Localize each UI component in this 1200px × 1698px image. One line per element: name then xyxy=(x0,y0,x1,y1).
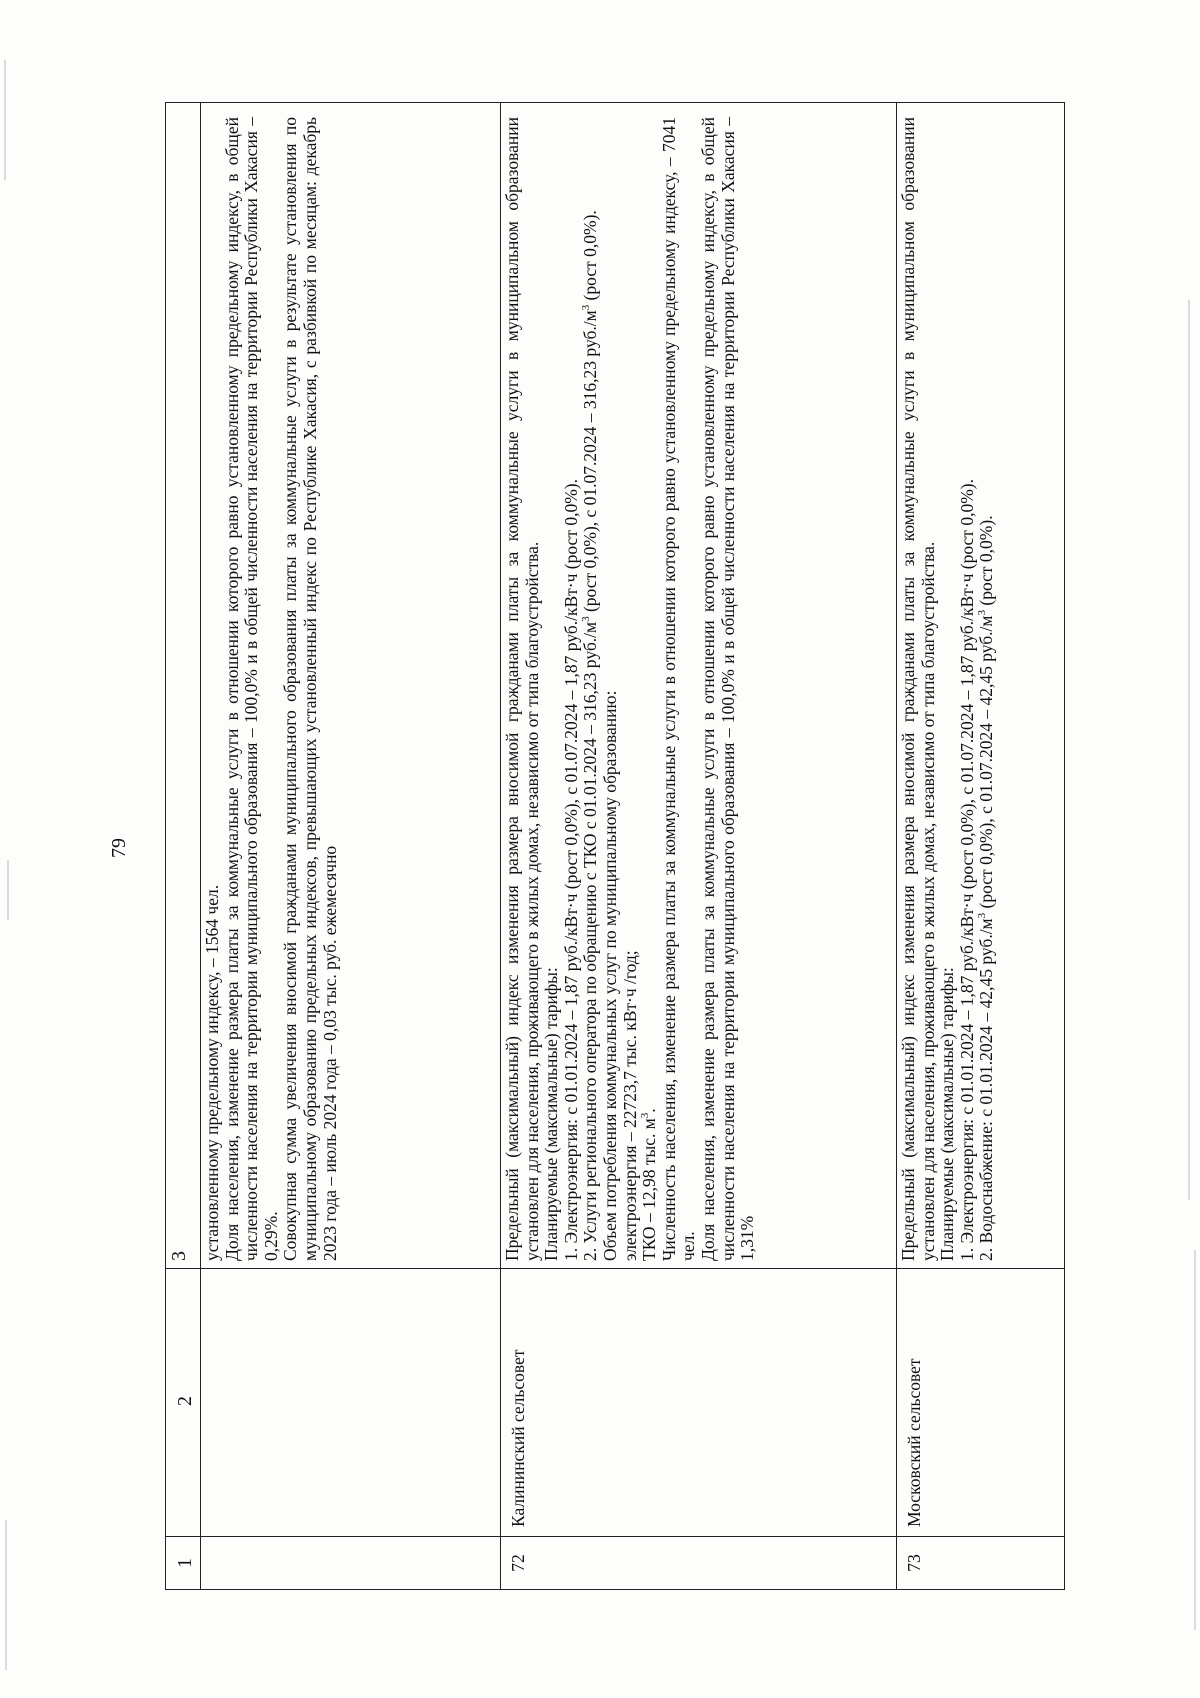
description-line: электроэнергия – 22723,7 тыс. кВт·ч /год; xyxy=(619,950,640,1261)
description-line: ТКО – 12,98 тыс. $м^3$. xyxy=(639,1108,660,1261)
description-line: Планируемые (максимальные) тарифы: xyxy=(937,967,958,1261)
column-header-municipality: 2 xyxy=(166,1269,201,1537)
table-header-row xyxy=(166,103,201,1590)
description-line: Численность населения, изменение размера платы за коммунальные услуги в отношении которого равно установленному предельному индексу, – 7041 чел. xyxy=(658,117,699,1261)
table-row xyxy=(897,103,1065,1590)
description-cell xyxy=(897,103,1065,1269)
description-line: 1. Электроэнергия: с 01.01.2024 – 1,87 руб./кВт·ч (рост 0,0%), с 01.07.2024 – 1,87 руб./кВт·ч (рост 0,0%). xyxy=(560,479,581,1261)
description-line: Объем потребления коммунальных услуг по муниципальному образованию: xyxy=(599,690,620,1261)
row-number: 72 xyxy=(501,1537,897,1590)
municipality-name: Московский сельсовет xyxy=(897,1269,1065,1537)
description-line: Планируемые (максимальные) тарифы: xyxy=(541,967,562,1261)
column-header-description: 3 xyxy=(166,103,201,1269)
description-line: Предельный (максимальный) индекс изменения размера вносимой гражданами платы за коммунальные услуги в муниципальном образовании установлен для населения, проживающего в жилых домах, независимо от типа благоустройства. xyxy=(502,117,542,1261)
table-row xyxy=(501,103,897,1590)
description-line: Доля населения, изменение размера платы за коммунальные услуги в отношении которого равно установленному предельному индексу, в общей численности населения на территории муниципального образования – 100,0% и в общей численности населения на территории Республики Хакасия – 0,29%. xyxy=(221,117,281,1261)
description-line: 2. Водоснабжение: с 01.01.2024 – 42,45 $руб./м^3$ (рост 0,0%), с 01.07.2024 – 42,45 $руб./м^3$ (рост 0,0%). xyxy=(976,515,997,1261)
table-row xyxy=(201,103,501,1590)
municipality-name: Калининский сельсовет xyxy=(501,1269,897,1537)
description-cell xyxy=(201,103,501,1269)
description-line: Доля населения, изменение размера платы за коммунальные услуги в отношении которого равно установленному предельному индексу, в общей численности населения на территории муниципального образования – 100,0% и в общей численности населения на территории Республики Хакасия – 1,31% xyxy=(697,117,758,1261)
description-line: 2. Услуги регионального оператора по обращению с ТКО с 01.01.2024 – 316,23 $руб./м^3$ (рост 0,0%), с 01.07.2024 – 316,23 $руб./м^3$ (рост 0,0%). xyxy=(580,210,601,1261)
row-number: 73 xyxy=(897,1537,1065,1590)
description-line: Предельный (максимальный) индекс изменения размера вносимой гражданами платы за коммунальные услуги в муниципальном образовании установлен для населения, проживающего в жилых домах, независимо от типа благоустройства. xyxy=(898,117,938,1261)
column-header-number: 1 xyxy=(166,1537,201,1590)
page-number: 79 xyxy=(108,838,130,858)
description-line: установленному предельному индексу, – 1564 чел. xyxy=(202,884,222,1261)
tariff-table xyxy=(165,102,1065,1590)
description-line: 1. Электроэнергия: с 01.01.2024 – 1,87 руб./кВт·ч (рост 0,0%), с 01.07.2024 – 1,87 руб./кВт·ч (рост 0,0%). xyxy=(956,479,977,1261)
municipality-name xyxy=(201,1269,501,1537)
row-number xyxy=(201,1537,501,1590)
description-cell xyxy=(501,103,897,1269)
description-line: Совокупная сумма увеличения вносимой гражданами муниципального образования платы за коммунальные услуги в результате установления по муниципальному образованию предельных индексов, превышающих установленный индекс по Республике Хакасия, с разбивкой по месяцам: декабрь 2023 года – июль 2024 года – 0,03 тыс. руб. ежемесячно xyxy=(280,117,340,1261)
